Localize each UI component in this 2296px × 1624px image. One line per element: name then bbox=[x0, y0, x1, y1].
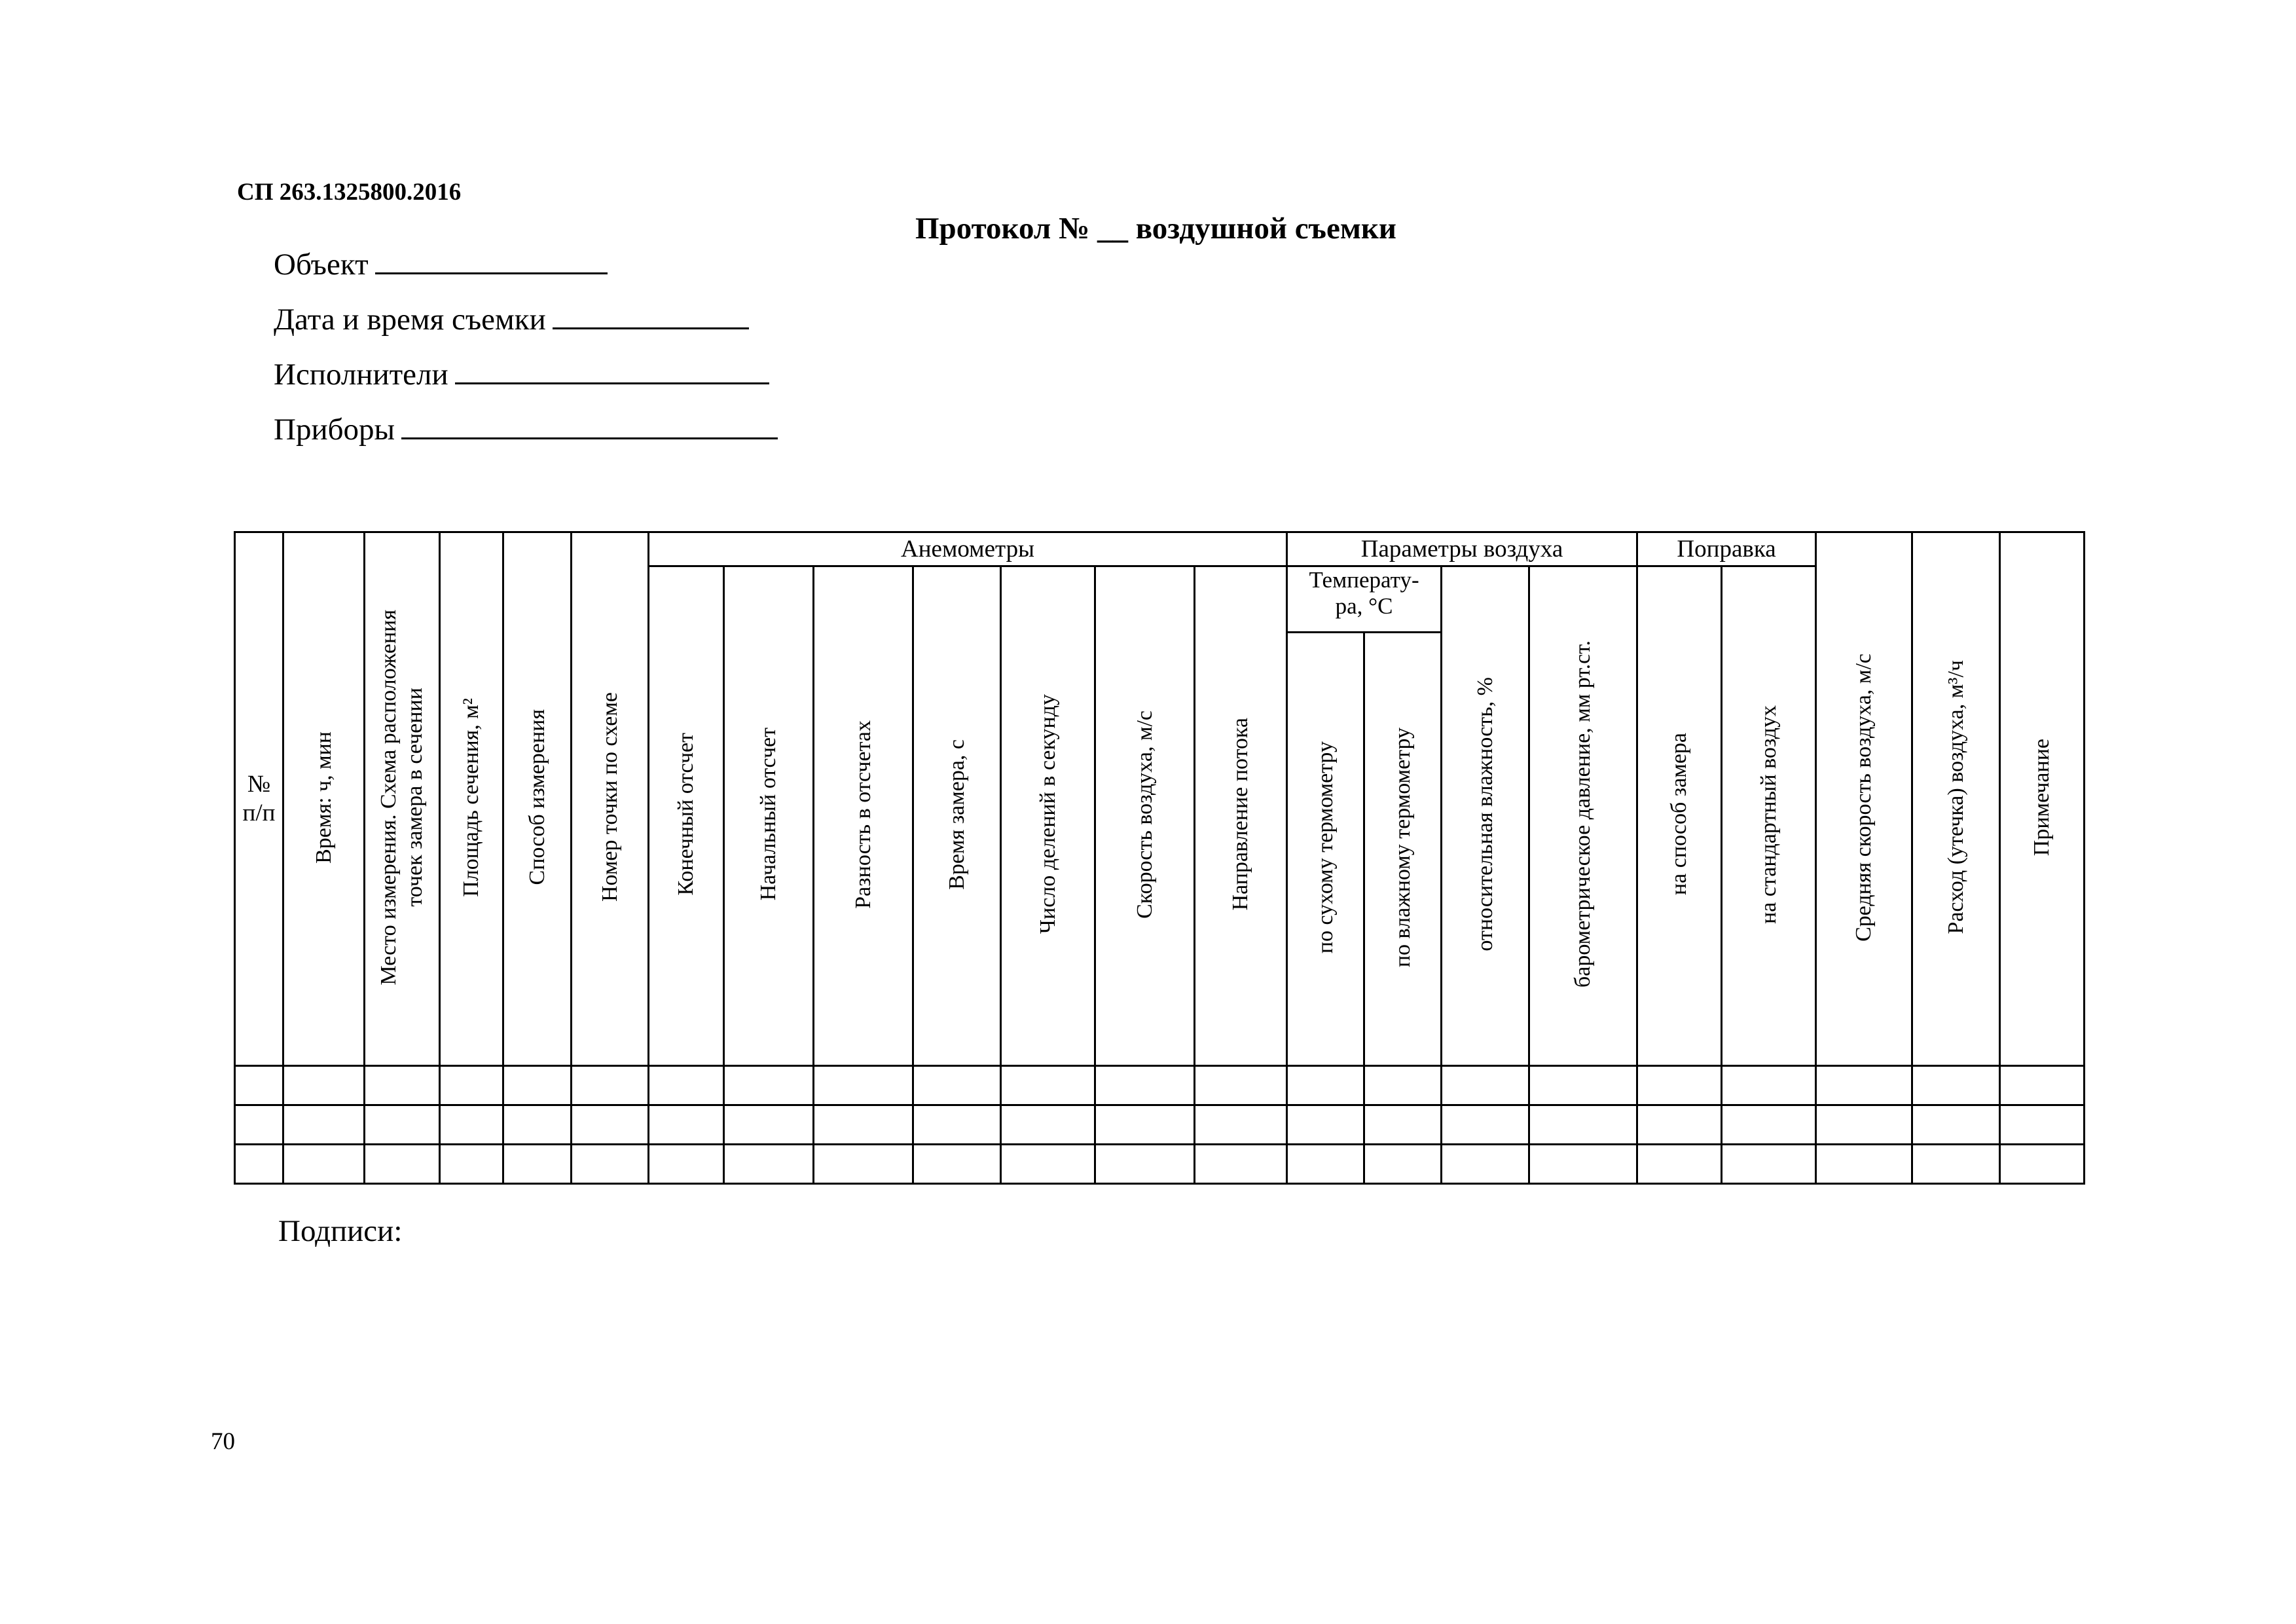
field-instruments-label: Приборы bbox=[274, 413, 395, 447]
group-header-correction: Поправка bbox=[1637, 532, 1816, 566]
table-cell[interactable] bbox=[365, 1105, 440, 1145]
col-header-end-reading: Конечный отсчет bbox=[649, 566, 724, 1066]
table-cell[interactable] bbox=[365, 1145, 440, 1184]
field-datetime-blank bbox=[553, 301, 749, 329]
table-cell[interactable] bbox=[1529, 1105, 1637, 1145]
col-header-measure-time: Время замера, с bbox=[913, 566, 1001, 1066]
table-cell[interactable] bbox=[572, 1066, 649, 1105]
table-cell[interactable] bbox=[649, 1066, 724, 1105]
col-header-number: № п/п bbox=[235, 532, 283, 1066]
table-cell[interactable] bbox=[503, 1145, 572, 1184]
col-header-corr-standard: на стандартный воздух bbox=[1722, 566, 1816, 1066]
table-body bbox=[235, 1066, 2085, 1184]
field-executors bbox=[274, 356, 769, 392]
table-cell[interactable] bbox=[1912, 1105, 2000, 1145]
col-header-flow-direction: Направление потока bbox=[1195, 566, 1287, 1066]
table-cell[interactable] bbox=[1195, 1066, 1287, 1105]
table-cell[interactable] bbox=[1816, 1105, 1912, 1145]
field-executors-blank bbox=[455, 356, 769, 384]
table-cell[interactable] bbox=[365, 1066, 440, 1105]
col-header-reading-diff: Разность в отсчетах bbox=[814, 566, 913, 1066]
table-cell[interactable] bbox=[2000, 1105, 2085, 1145]
col-header-divisions-per-second: Число делений в секунду bbox=[1001, 566, 1095, 1066]
table-cell[interactable] bbox=[649, 1105, 724, 1145]
table-row bbox=[235, 1145, 2085, 1184]
field-object-label: Объект bbox=[274, 248, 369, 282]
table-cell[interactable] bbox=[1364, 1105, 1442, 1145]
table-cell[interactable] bbox=[572, 1105, 649, 1145]
table-cell[interactable] bbox=[1095, 1066, 1195, 1105]
field-executors-label: Исполнители bbox=[274, 358, 448, 392]
col-header-note: Примечание bbox=[2000, 532, 2085, 1066]
table-cell[interactable] bbox=[649, 1145, 724, 1184]
table-cell[interactable] bbox=[2000, 1145, 2085, 1184]
table-cell[interactable] bbox=[1001, 1066, 1095, 1105]
table-cell[interactable] bbox=[1912, 1145, 2000, 1184]
group-header-anemometers: Анемометры bbox=[649, 532, 1287, 566]
table-cell[interactable] bbox=[1442, 1066, 1529, 1105]
table-cell[interactable] bbox=[440, 1066, 503, 1105]
table-cell[interactable] bbox=[913, 1145, 1001, 1184]
table-cell[interactable] bbox=[814, 1066, 913, 1105]
table-cell[interactable] bbox=[724, 1145, 814, 1184]
col-header-place: Место измерения. Схема расположения точек замера в сечении bbox=[365, 532, 440, 1066]
table-cell[interactable] bbox=[572, 1145, 649, 1184]
subgroup-header-temperature: Температу- ра, °С bbox=[1287, 566, 1442, 633]
table-cell[interactable] bbox=[814, 1145, 913, 1184]
col-header-method: Способ измерения bbox=[503, 532, 572, 1066]
col-header-area: Площадь сечения, м² bbox=[440, 532, 503, 1066]
table-cell[interactable] bbox=[1912, 1066, 2000, 1105]
table-cell[interactable] bbox=[1364, 1066, 1442, 1105]
table-cell[interactable] bbox=[1287, 1105, 1364, 1145]
table-cell[interactable] bbox=[1637, 1066, 1722, 1105]
signatures-label: Подписи: bbox=[278, 1214, 403, 1248]
col-header-temp-dry: по сухому термометру bbox=[1287, 632, 1364, 1065]
table-cell[interactable] bbox=[283, 1105, 365, 1145]
table-cell[interactable] bbox=[814, 1105, 913, 1145]
table-cell[interactable] bbox=[1722, 1066, 1816, 1105]
table-cell[interactable] bbox=[440, 1145, 503, 1184]
col-header-start-reading: Начальный отсчет bbox=[724, 566, 814, 1066]
field-instruments bbox=[274, 411, 778, 447]
table-cell[interactable] bbox=[1529, 1145, 1637, 1184]
col-header-humidity: относительная влажность, % bbox=[1442, 566, 1529, 1066]
table-cell[interactable] bbox=[724, 1066, 814, 1105]
page-title: Протокол № __ воздушной съемки bbox=[915, 212, 1396, 246]
table-cell[interactable] bbox=[503, 1066, 572, 1105]
group-header-air-params: Параметры воздуха bbox=[1287, 532, 1637, 566]
table-cell[interactable] bbox=[1095, 1145, 1195, 1184]
table-cell[interactable] bbox=[235, 1145, 283, 1184]
table-cell[interactable] bbox=[235, 1105, 283, 1145]
table-cell[interactable] bbox=[1529, 1066, 1637, 1105]
field-datetime-label: Дата и время съемки bbox=[274, 303, 546, 337]
table-cell[interactable] bbox=[724, 1105, 814, 1145]
table-cell[interactable] bbox=[1195, 1145, 1287, 1184]
table-row bbox=[235, 1066, 2085, 1105]
table-cell[interactable] bbox=[913, 1105, 1001, 1145]
col-header-avg-speed: Средняя скорость воздуха, м/с bbox=[1816, 532, 1912, 1066]
col-header-time: Время: ч, мин bbox=[283, 532, 365, 1066]
table-cell[interactable] bbox=[1816, 1145, 1912, 1184]
page-number: 70 bbox=[211, 1428, 235, 1455]
table-cell[interactable] bbox=[283, 1145, 365, 1184]
protocol-table bbox=[234, 531, 2085, 1185]
table-cell[interactable] bbox=[1637, 1145, 1722, 1184]
col-header-corr-method: на способ замера bbox=[1637, 566, 1722, 1066]
table-cell[interactable] bbox=[1442, 1145, 1529, 1184]
field-instruments-blank bbox=[401, 411, 778, 439]
table-cell[interactable] bbox=[1195, 1105, 1287, 1145]
col-header-pressure: барометрическое давление, мм рт.ст. bbox=[1529, 566, 1637, 1066]
col-header-flow: Расход (утечка) воздуха, м³/ч bbox=[1912, 532, 2000, 1066]
table-cell[interactable] bbox=[1287, 1066, 1364, 1105]
table-cell[interactable] bbox=[1095, 1105, 1195, 1145]
table-cell[interactable] bbox=[440, 1105, 503, 1145]
col-header-air-speed: Скорость воздуха, м/с bbox=[1095, 566, 1195, 1066]
table-cell[interactable] bbox=[503, 1105, 572, 1145]
field-datetime bbox=[274, 301, 749, 337]
field-object bbox=[274, 246, 608, 282]
table-cell[interactable] bbox=[1637, 1105, 1722, 1145]
table-row bbox=[235, 1105, 2085, 1145]
table-cell[interactable] bbox=[1722, 1105, 1816, 1145]
table-cell[interactable] bbox=[1816, 1066, 1912, 1105]
table-cell[interactable] bbox=[1364, 1145, 1442, 1184]
table-cell[interactable] bbox=[913, 1066, 1001, 1105]
col-header-point: Номер точки по схеме bbox=[572, 532, 649, 1066]
table-cell[interactable] bbox=[1442, 1105, 1529, 1145]
table-cell[interactable] bbox=[283, 1066, 365, 1105]
table-cell[interactable] bbox=[1722, 1145, 1816, 1184]
field-object-blank bbox=[375, 246, 608, 274]
col-header-temp-wet: по влажному термометру bbox=[1364, 632, 1442, 1065]
table-cell[interactable] bbox=[235, 1066, 283, 1105]
table-cell[interactable] bbox=[1001, 1105, 1095, 1145]
table-cell[interactable] bbox=[1001, 1145, 1095, 1184]
table-cell[interactable] bbox=[2000, 1066, 2085, 1105]
document-code: СП 263.1325800.2016 bbox=[237, 179, 462, 206]
table-cell[interactable] bbox=[1287, 1145, 1364, 1184]
